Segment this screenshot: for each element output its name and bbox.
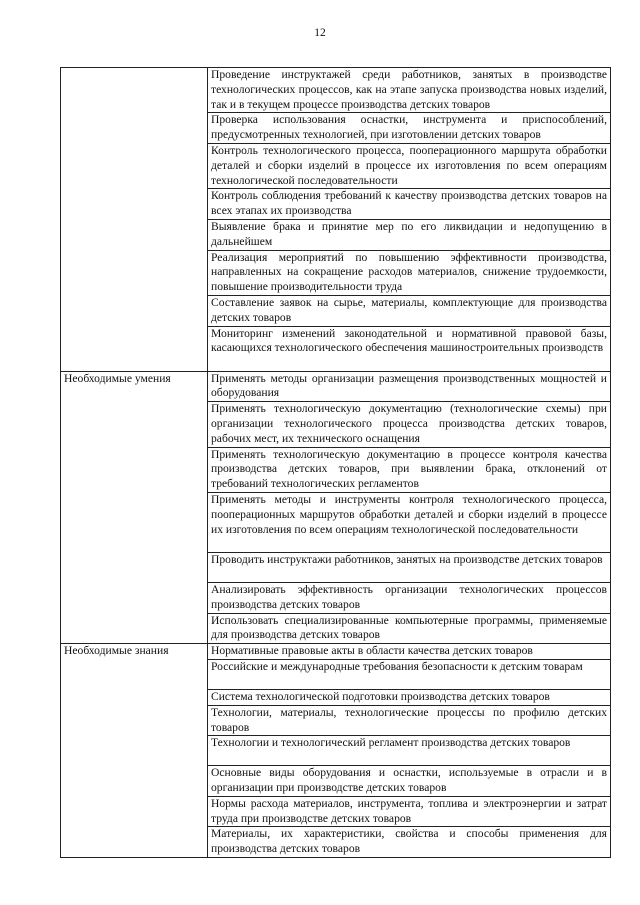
section-label-skills: Необходимые умения <box>61 371 208 644</box>
table-cell: Применять методы организации размещения производственных мощностей и оборудования <box>208 371 611 402</box>
table-cell: Применять технологическую документацию в процессе контроля качества производства детских товаров, при выявлении брака, отклонений от требований технологических регламентов <box>208 447 611 492</box>
page-number: 12 <box>314 27 326 39</box>
table-cell: Материалы, их характеристики, свойства и способы применения для производства детских товаров <box>208 827 611 858</box>
table-cell: Проведение инструктажей среди работников, занятых в производстве технологических процессов, как на этапе запуска производства новых изделий, так и в текущем процессе производства детских товаров <box>208 68 611 113</box>
table-cell: Контроль технологического процесса, пооперационного маршрута обработки деталей и сборки изделий в процессе их изготовления по всем операциям технологической последовательности <box>208 143 611 188</box>
table-cell: Система технологической подготовки производства детских товаров <box>208 689 611 705</box>
table-cell: Российские и международные требования безопасности к детским товарам <box>208 659 611 689</box>
table-cell: Выявление брака и принятие мер по его ликвидации и недопущению в дальнейшем <box>208 219 611 250</box>
table-cell: Анализировать эффективность организации технологических процессов производства детских товаров <box>208 582 611 613</box>
table-row <box>61 68 611 113</box>
section-label-knowledge: Необходимые знания <box>61 644 208 858</box>
table-cell: Нормативные правовые акты в области качества детских товаров <box>208 644 611 660</box>
table-cell: Технологии, материалы, технологические процессы по профилю детских товаров <box>208 705 611 736</box>
requirements-table <box>60 67 611 858</box>
table-cell: Реализация мероприятий по повышению эффективности производства, направленных на сокращение расходов материалов, снижение трудоемкости, повышение производительности труда <box>208 250 611 295</box>
table-cell: Контроль соблюдения требований к качеству производства детских товаров на всех этапах их производства <box>208 189 611 220</box>
table-cell: Проверка использования оснастки, инструмента и приспособлений, предусмотренных технологией, при изготовлении детских товаров <box>208 113 611 144</box>
table-cell: Проводить инструктажи работников, занятых на производстве детских товаров <box>208 552 611 582</box>
table-cell: Составление заявок на сырье, материалы, комплектующие для производства детских товаров <box>208 295 611 326</box>
table-cell: Использовать специализированные компьютерные программы, применяемые для производства детских товаров <box>208 613 611 644</box>
table-cell: Мониторинг изменений законодательной и нормативной правовой базы, касающихся технологического обеспечения машиностроительных производств <box>208 326 611 371</box>
table-cell: Применять методы и инструменты контроля технологического процесса, пооперационных маршрутов обработки деталей и сборки изделий в процессе их изготовления по всем операциям технологической последовательности <box>208 492 611 552</box>
table-cell: Технологии и технологический регламент производства детских товаров <box>208 736 611 766</box>
table-cell: Нормы расхода материалов, инструмента, топлива и электроэнергии и затрат труда при производстве детских товаров <box>208 796 611 827</box>
table-cell: Применять технологическую документацию (технологические схемы) при организации технологического процесса производства детских товаров, рабочих мест, их технического оснащения <box>208 402 611 447</box>
table-cell: Основные виды оборудования и оснастки, используемые в отрасли и в организации при производстве детских товаров <box>208 766 611 797</box>
table-row <box>61 371 611 402</box>
table-row <box>61 644 611 660</box>
section-label-labor-actions <box>61 68 208 372</box>
